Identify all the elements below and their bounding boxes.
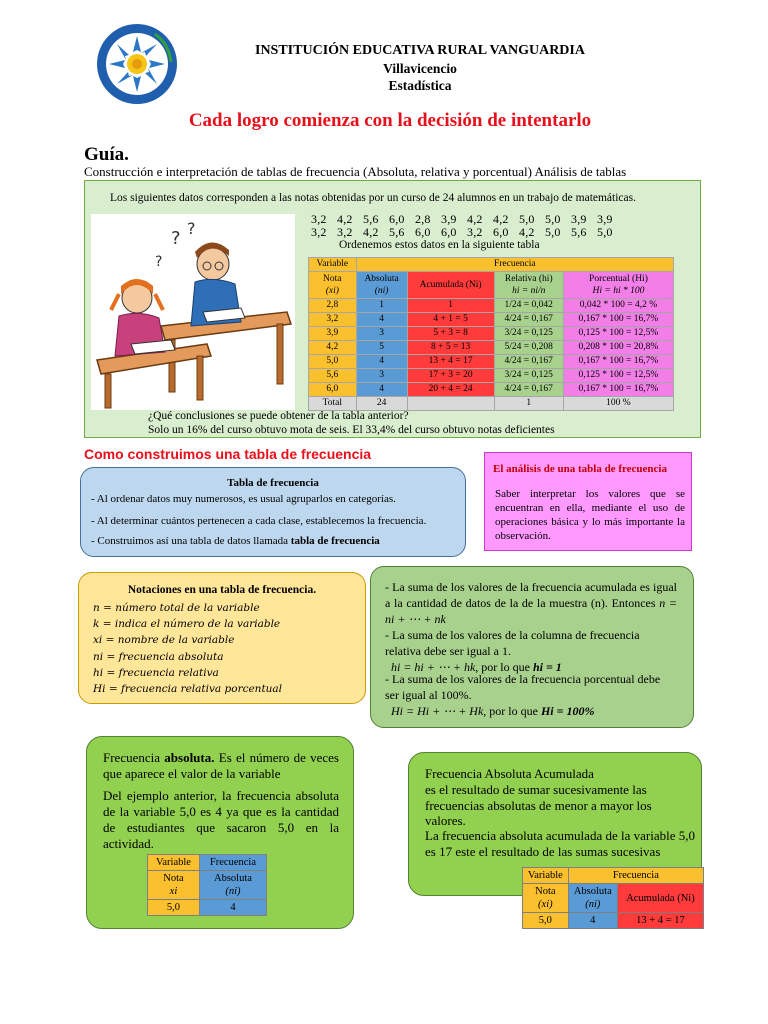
cell-absoluta: 3 xyxy=(356,369,407,383)
analysis-title: El análisis de una tabla de frecuencia xyxy=(493,463,667,475)
cell-absoluta: 4 xyxy=(356,383,407,397)
fa-example: Del ejemplo anterior, la frecuencia absoluta de la variable 5,0 es 4 ya que es la cantidad de estudiantes que sacaron 5,0 en la actividad. xyxy=(103,788,339,851)
header-absoluta: Absoluta (ni) xyxy=(356,272,407,299)
svg-text:?: ? xyxy=(155,254,163,270)
cell-nota: 3,9 xyxy=(309,327,357,341)
header-nota: Nota (xi) xyxy=(309,272,357,299)
cell-acumulada: 17 + 3 = 20 xyxy=(407,369,494,383)
cell-acumulada: 20 + 4 = 24 xyxy=(407,383,494,397)
notation-line: xi = nombre de la variable xyxy=(93,634,235,647)
faa-example: La frecuencia absoluta acumulada de la variable 5,0 es 17 este el resultado de las sumas sucesivas xyxy=(425,828,695,859)
cell-relativa: 4/24 = 0,167 xyxy=(494,355,563,369)
fa-val-nota: 5,0 xyxy=(148,900,200,916)
cell-nota: 4,2 xyxy=(309,341,357,355)
intro-text: Los siguientes datos corresponden a las notas obtenidas por un curso de 24 alumnos en un trabajo de matemáticas. xyxy=(110,192,636,204)
notation-box xyxy=(78,572,366,704)
table-row xyxy=(309,369,674,383)
notation-line: Hi = frecuencia relativa porcentual xyxy=(93,683,283,696)
cell-relativa: 1/24 = 0,042 xyxy=(494,299,563,313)
cell-absoluta: 1 xyxy=(356,299,407,313)
cell-absoluta: 4 xyxy=(356,313,407,327)
sum-property-1: - La suma de los valores de la frecuencia acumulada es igual a la cantidad de datos de la de la muestra (n). Entonces n = ni + ⋯ + nk xyxy=(385,580,677,626)
faa-val-nota: 5,0 xyxy=(523,913,569,929)
cell-nota: 5,6 xyxy=(309,369,357,383)
notation-line: ni = frecuencia absoluta xyxy=(93,650,224,663)
cell-nota: 6,0 xyxy=(309,383,357,397)
fa-mini-table xyxy=(147,854,267,916)
header-relativa: Relativa (hi) hi = ni/n xyxy=(494,272,563,299)
city-name: Villavicencio xyxy=(383,61,457,76)
cell-relativa: 4/24 = 0,167 xyxy=(494,313,563,327)
sum-property-2: - La suma de los valores de la columna de frecuencia relativa debe ser igual a 1. hi = hi + ⋯ + hk, por lo que hi = 1 xyxy=(385,628,640,674)
frequency-table-box xyxy=(80,467,466,557)
faa-h-absoluta: Absoluta (ni) xyxy=(568,884,617,913)
cell-porcentual: 0,125 * 100 = 12,5% xyxy=(563,369,673,383)
header-porcentual: Porcentual (Hi) Hi = hi * 100 xyxy=(563,272,673,299)
cell-absoluta: 3 xyxy=(356,327,407,341)
cell-relativa: 4/24 = 0,167 xyxy=(494,383,563,397)
fa-definition: Frecuencia absoluta. Es el número de veces que aparece el valor de la variable xyxy=(103,750,339,781)
section-title: Como construimos una tabla de frecuencia xyxy=(84,446,372,462)
faa-h-nota: Nota (xi) xyxy=(523,884,569,913)
cell-porcentual: 0,125 * 100 = 12,5% xyxy=(563,327,673,341)
svg-text:?: ? xyxy=(171,228,181,249)
notation-line: n = número total de la variable xyxy=(93,602,260,614)
cell-relativa: 3/24 = 0,125 xyxy=(494,369,563,383)
faa-h-frecuencia: Frecuencia xyxy=(568,868,703,884)
total-acumulada xyxy=(407,397,494,411)
svg-text:?: ? xyxy=(187,219,196,238)
fa-h-nota: Nota xi xyxy=(148,871,200,900)
guide-subtitle: Construcción e interpretación de tablas de frecuencia (Absoluta, relativa y porcentual) Análisis de tablas xyxy=(84,164,627,179)
cell-acumulada: 1 xyxy=(407,299,494,313)
cell-absoluta: 4 xyxy=(356,355,407,369)
cell-acumulada: 5 + 3 = 8 xyxy=(407,327,494,341)
faa-definition: es el resultado de sumar sucesivamente las frecuencias absolutas de menor a mayor los valores. xyxy=(425,782,652,828)
table-row xyxy=(309,355,674,369)
cell-porcentual: 0,042 * 100 = 4,2 % xyxy=(563,299,673,313)
notation-list xyxy=(93,600,282,697)
cell-relativa: 5/24 = 0,208 xyxy=(494,341,563,355)
notation-line: hi = frecuencia relativa xyxy=(93,666,219,679)
data-row-1: 3,2 4,2 5,6 6,0 2,8 3,9 4,2 4,2 5,0 5,0 3,9 3,9 xyxy=(311,212,613,226)
faa-mini-table xyxy=(522,867,704,929)
header-acumulada: Acumulada (Ni) xyxy=(407,272,494,299)
data-row-2: 3,2 3,2 4,2 5,6 6,0 6,0 3,2 6,0 4,2 5,0 5,6 5,0 xyxy=(311,225,613,239)
faa-val-abs: 4 xyxy=(568,913,617,929)
table-row xyxy=(309,313,674,327)
notation-line: k = indica el número de la variable xyxy=(93,618,281,631)
guide-title: Guía. xyxy=(84,144,129,165)
cell-acumulada: 13 + 4 = 17 xyxy=(407,355,494,369)
cell-acumulada: 8 + 5 = 13 xyxy=(407,341,494,355)
box-item: - Al ordenar datos muy numerosos, es usual agruparlos en categorías. xyxy=(91,493,396,505)
cell-porcentual: 0,167 * 100 = 16,7% xyxy=(563,355,673,369)
table-row xyxy=(309,383,674,397)
sum-properties-box xyxy=(370,566,694,728)
fa-h-frecuencia: Frecuencia xyxy=(199,855,266,871)
cell-absoluta: 5 xyxy=(356,341,407,355)
table-row xyxy=(309,327,674,341)
table-row xyxy=(309,341,674,355)
fa-val-abs: 4 xyxy=(199,900,266,916)
total-absoluta: 24 xyxy=(356,397,407,411)
total-label: Total xyxy=(309,397,357,411)
students-illustration xyxy=(91,214,295,410)
notation-title: Notaciones en una tabla de frecuencia. xyxy=(127,584,317,596)
order-text: Ordenemos estos datos en la siguiente tabla xyxy=(339,239,540,251)
motto: Cada logro comienza con la decisión de intentarlo xyxy=(188,110,592,131)
cell-porcentual: 0,167 * 100 = 16,7% xyxy=(563,313,673,327)
fa-h-absoluta: Absoluta (ni) xyxy=(199,871,266,900)
school-name: INSTITUCIÓN EDUCATIVA RURAL VANGUARDIA xyxy=(255,43,585,58)
faa-val-acum: 13 + 4 = 17 xyxy=(617,913,703,929)
faa-h-acumulada: Acumulada (Ni) xyxy=(617,884,703,913)
frequency-table xyxy=(308,257,674,411)
header-frecuencia: Frecuencia xyxy=(356,258,673,272)
cell-porcentual: 0,208 * 100 = 20,8% xyxy=(563,341,673,355)
box-title: Tabla de frecuencia xyxy=(227,477,319,489)
conclusion-question: ¿Qué conclusiones se puede obtener de la tabla anterior? xyxy=(148,410,409,422)
cell-porcentual: 0,167 * 100 = 16,7% xyxy=(563,383,673,397)
total-porcentual: 100 % xyxy=(563,397,673,411)
table-row xyxy=(309,299,674,313)
faa-h-variable: Variable xyxy=(523,868,569,884)
conclusion-answer: Solo un 16% del curso obtuvo mota de seis. El 33,4% del curso obtuvo notas deficientes xyxy=(148,424,555,436)
absolute-frequency-box xyxy=(86,736,354,929)
fa-h-variable: Variable xyxy=(148,855,200,871)
cell-nota: 2,8 xyxy=(309,299,357,313)
cell-nota: 3,2 xyxy=(309,313,357,327)
analysis-box xyxy=(484,452,692,551)
subject-name: Estadística xyxy=(388,78,452,93)
sum-property-3: - La suma de los valores de la frecuencia porcentual debe ser igual al 100%. Hi = Hi + ⋯ + Hk, por lo que Hi = 100% xyxy=(385,672,661,718)
box-item: - Al determinar cuántos pertenecen a cada clase, establecemos la frecuencia. xyxy=(91,515,427,527)
header-variable: Variable xyxy=(309,258,357,272)
analysis-text: Saber interpretar los valores que se encuentran en ella, mediante el uso de operaciones básica y lo más importante la observación. xyxy=(495,488,685,542)
faa-title: Frecuencia Absoluta Acumulada xyxy=(425,766,594,781)
cell-acumulada: 4 + 1 = 5 xyxy=(407,313,494,327)
cell-nota: 5,0 xyxy=(309,355,357,369)
total-relativa: 1 xyxy=(494,397,563,411)
cell-relativa: 3/24 = 0,125 xyxy=(494,327,563,341)
box-item: - Construimos así una tabla de datos llamada tabla de frecuencia xyxy=(91,535,380,547)
